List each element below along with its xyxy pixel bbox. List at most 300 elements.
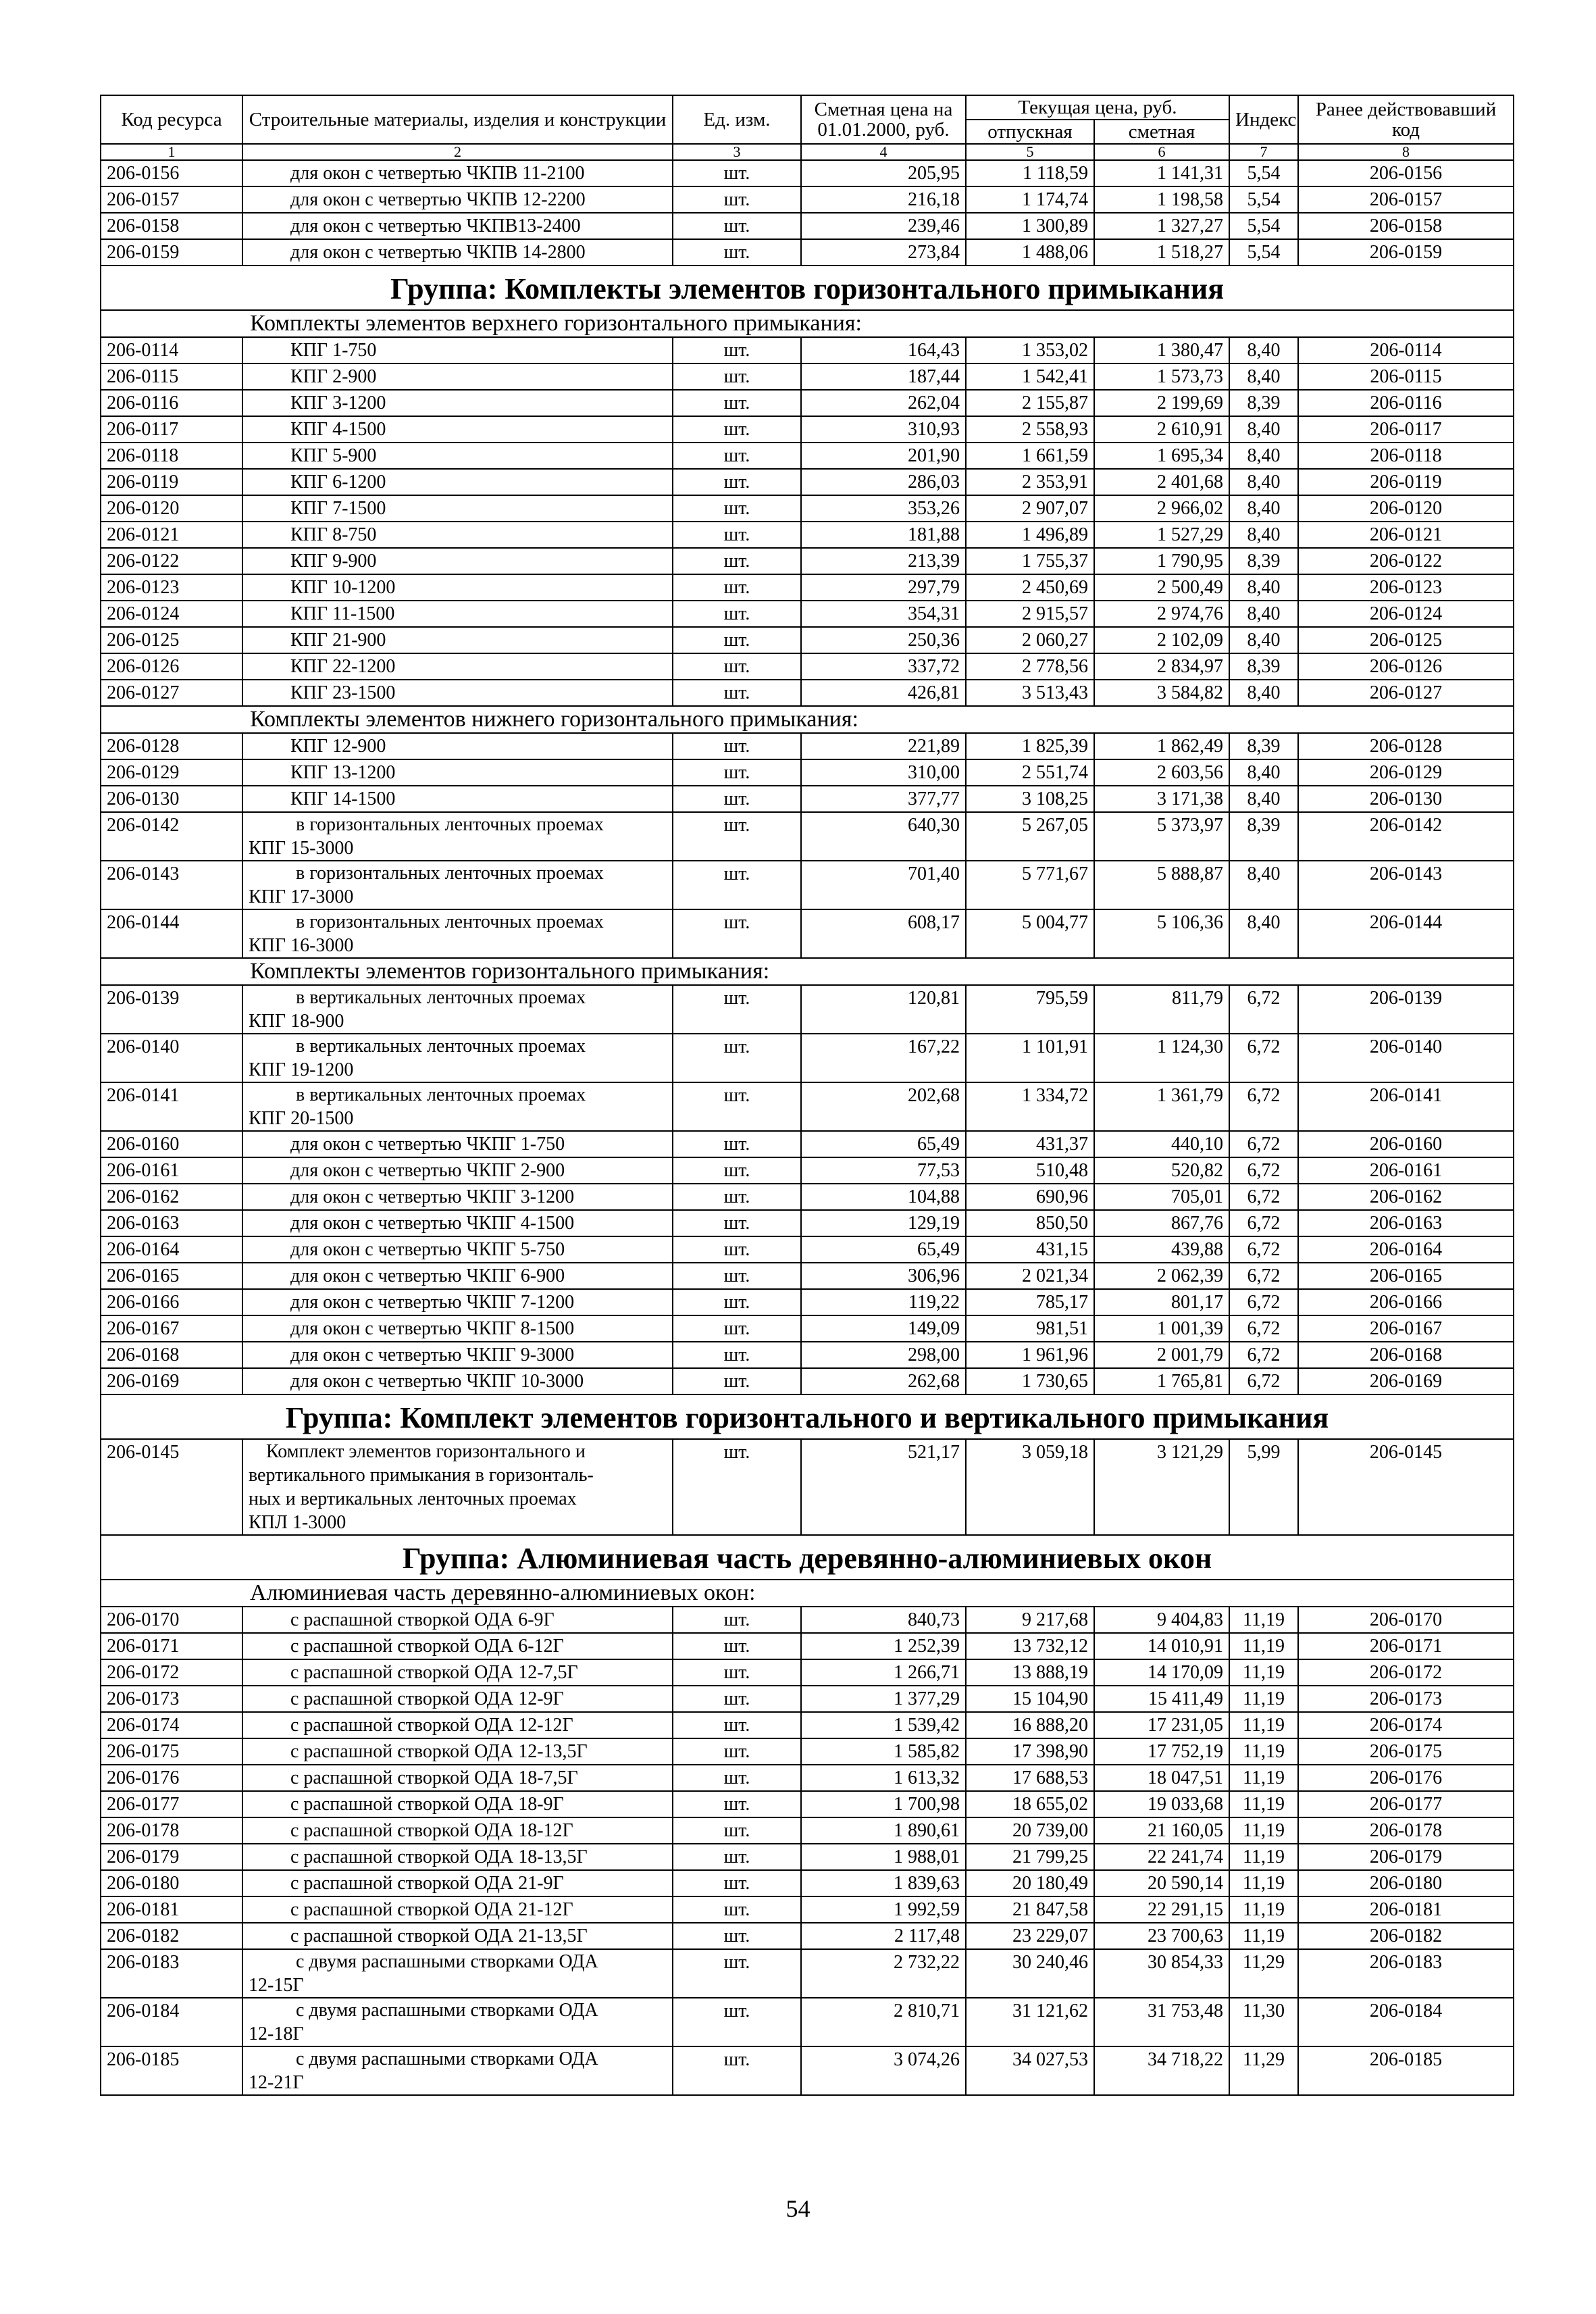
current-estimate-price: 1 573,73 [1094,363,1229,390]
current-estimate-price: 1 361,79 [1094,1082,1229,1131]
old-code: 206-0176 [1298,1765,1514,1791]
old-code: 206-0144 [1298,909,1514,958]
resource-code: 206-0166 [101,1289,242,1315]
release-price: 30 240,46 [966,1949,1094,1998]
table-row [101,1289,1514,1315]
table-row [101,1263,1514,1289]
resource-code: 206-0160 [101,1131,242,1157]
material-name [242,1082,673,1131]
material-name-line: ных и вертикальных ленточных проемах [249,1488,577,1509]
price-index: 6,72 [1229,1368,1298,1394]
unit: шт. [673,1368,801,1394]
release-price: 5 004,77 [966,909,1094,958]
material-name: с распашной створкой ОДА 18-7,5Г [242,1765,673,1791]
price-table [100,95,1514,2096]
table-row [101,1082,1514,1131]
unit: шт. [673,1923,801,1949]
price-index: 8,40 [1229,909,1298,958]
old-code: 206-0158 [1298,213,1514,239]
release-price: 2 907,07 [966,495,1094,522]
table-row [101,1034,1514,1082]
material-name-line: с двумя распашными створками ОДА [296,2048,598,2069]
current-estimate-price: 705,01 [1094,1184,1229,1210]
table-row [101,363,1514,390]
subgroup-heading: Алюминиевая часть деревянно-алюминиевых окон: [101,1580,1514,1607]
table-row [101,786,1514,812]
table-row [101,1949,1514,1998]
release-price: 1 496,89 [966,522,1094,548]
release-price: 1 542,41 [966,363,1094,390]
estimate-price: 187,44 [801,363,966,390]
material-name: КПГ 11-1500 [242,601,673,627]
estimate-price: 250,36 [801,627,966,653]
old-code: 206-0141 [1298,1082,1514,1131]
table-row [101,1738,1514,1765]
estimate-price: 297,79 [801,574,966,601]
table-row [101,1998,1514,2046]
subgroup-heading: Комплекты элементов верхнего горизонтального примыкания: [101,310,1514,337]
material-name-line: в вертикальных ленточных проемах [296,987,586,1008]
subgroup-heading-row [101,310,1514,337]
price-index: 5,54 [1229,239,1298,266]
resource-code: 206-0172 [101,1659,242,1686]
price-index: 8,40 [1229,601,1298,627]
table-row [101,390,1514,416]
resource-code: 206-0114 [101,337,242,363]
resource-code: 206-0126 [101,653,242,680]
current-estimate-price: 14 170,09 [1094,1659,1229,1686]
current-estimate-price: 2 062,39 [1094,1263,1229,1289]
old-code: 206-0114 [1298,337,1514,363]
price-index: 8,39 [1229,733,1298,759]
header-index: Индекс [1229,95,1298,144]
estimate-price: 1 585,82 [801,1738,966,1765]
old-code: 206-0126 [1298,653,1514,680]
unit: шт. [673,548,801,574]
old-code: 206-0174 [1298,1712,1514,1738]
estimate-price: 77,53 [801,1157,966,1184]
release-price: 3 513,43 [966,680,1094,706]
release-price: 1 730,65 [966,1368,1094,1394]
price-index: 11,19 [1229,1896,1298,1923]
current-estimate-price: 520,82 [1094,1157,1229,1184]
old-code: 206-0115 [1298,363,1514,390]
material-name: КПГ 22-1200 [242,653,673,680]
table-row [101,1765,1514,1791]
release-price: 785,17 [966,1289,1094,1315]
current-estimate-price: 1 695,34 [1094,443,1229,469]
resource-code: 206-0127 [101,680,242,706]
resource-code: 206-0175 [101,1738,242,1765]
material-name: для окон с четвертью ЧКПГ 6-900 [242,1263,673,1289]
material-name: КПГ 12-900 [242,733,673,759]
price-index: 11,29 [1229,1949,1298,1998]
table-row [101,337,1514,363]
old-code: 206-0162 [1298,1184,1514,1210]
column-numbers-row [101,144,1514,160]
release-price: 1 488,06 [966,239,1094,266]
resource-code: 206-0118 [101,443,242,469]
old-code: 206-0167 [1298,1315,1514,1342]
release-price: 13 732,12 [966,1633,1094,1659]
old-code: 206-0130 [1298,786,1514,812]
old-code: 206-0142 [1298,812,1514,861]
current-estimate-price: 1 124,30 [1094,1034,1229,1082]
price-index: 11,19 [1229,1817,1298,1844]
table-row [101,759,1514,786]
subgroup-heading-row [101,1580,1514,1607]
estimate-price: 521,17 [801,1439,966,1535]
current-estimate-price: 1 527,29 [1094,522,1229,548]
estimate-price: 426,81 [801,680,966,706]
material-name-line: 12-21Г [249,2072,304,2093]
resource-code: 206-0141 [101,1082,242,1131]
old-code: 206-0119 [1298,469,1514,495]
table-row [101,1157,1514,1184]
current-estimate-price: 1 765,81 [1094,1368,1229,1394]
release-price: 1 353,02 [966,337,1094,363]
resource-code: 206-0156 [101,160,242,186]
resource-code: 206-0165 [101,1263,242,1289]
table-row [101,416,1514,443]
current-estimate-price: 18 047,51 [1094,1765,1229,1791]
price-index: 6,72 [1229,1157,1298,1184]
unit: шт. [673,1896,801,1923]
material-name: с распашной створкой ОДА 21-13,5Г [242,1923,673,1949]
estimate-price: 205,95 [801,160,966,186]
material-name: КПГ 3-1200 [242,390,673,416]
old-code: 206-0184 [1298,1998,1514,2046]
release-price: 2 021,34 [966,1263,1094,1289]
resource-code: 206-0157 [101,186,242,213]
price-index: 11,19 [1229,1791,1298,1817]
current-estimate-price: 811,79 [1094,985,1229,1034]
price-index: 6,72 [1229,1342,1298,1368]
material-name: для окон с четвертью ЧКПГ 10-3000 [242,1368,673,1394]
old-code: 206-0161 [1298,1157,1514,1184]
price-index: 8,39 [1229,390,1298,416]
material-name [242,1034,673,1082]
current-estimate-price: 31 753,48 [1094,1998,1229,2046]
release-price: 13 888,19 [966,1659,1094,1686]
estimate-price: 2 117,48 [801,1923,966,1949]
current-estimate-price: 439,88 [1094,1236,1229,1263]
estimate-price: 2 732,22 [801,1949,966,1998]
estimate-price: 262,68 [801,1368,966,1394]
current-estimate-price: 34 718,22 [1094,2046,1229,2095]
table-row [101,1210,1514,1236]
estimate-price: 701,40 [801,861,966,909]
material-name-line: в горизонтальных ленточных проемах [296,814,604,835]
old-code: 206-0127 [1298,680,1514,706]
material-name: с распашной створкой ОДА 12-12Г [242,1712,673,1738]
estimate-price: 1 377,29 [801,1686,966,1712]
unit: шт. [673,909,801,958]
current-estimate-price: 5 373,97 [1094,812,1229,861]
estimate-price: 202,68 [801,1082,966,1131]
release-price: 2 155,87 [966,390,1094,416]
current-estimate-price: 2 102,09 [1094,627,1229,653]
table-row [101,1844,1514,1870]
table-row [101,1184,1514,1210]
release-price: 510,48 [966,1157,1094,1184]
estimate-price: 65,49 [801,1236,966,1263]
material-name [242,1949,673,1998]
table-row [101,1791,1514,1817]
unit: шт. [673,186,801,213]
current-estimate-price: 2 610,91 [1094,416,1229,443]
price-index: 5,54 [1229,213,1298,239]
price-index: 6,72 [1229,1263,1298,1289]
table-row [101,469,1514,495]
estimate-price: 306,96 [801,1263,966,1289]
material-name-line: КПГ 16-3000 [249,935,354,956]
estimate-price: 239,46 [801,213,966,239]
current-estimate-price: 2 834,97 [1094,653,1229,680]
resource-code: 206-0139 [101,985,242,1034]
unit: шт. [673,1607,801,1633]
old-code: 206-0179 [1298,1844,1514,1870]
old-code: 206-0129 [1298,759,1514,786]
estimate-price: 1 839,63 [801,1870,966,1896]
resource-code: 206-0145 [101,1439,242,1535]
current-estimate-price: 30 854,33 [1094,1949,1229,1998]
price-index: 6,72 [1229,985,1298,1034]
resource-code: 206-0128 [101,733,242,759]
estimate-price: 310,93 [801,416,966,443]
price-index: 11,19 [1229,1844,1298,1870]
old-code: 206-0117 [1298,416,1514,443]
price-index: 5,54 [1229,160,1298,186]
table-row [101,186,1514,213]
old-code: 206-0180 [1298,1870,1514,1896]
table-row [101,1368,1514,1394]
resource-code: 206-0158 [101,213,242,239]
material-name: для окон с четвертью ЧКПВ 11-2100 [242,160,673,186]
column-number: 6 [1094,144,1229,160]
release-price: 1 118,59 [966,160,1094,186]
material-name: для окон с четвертью ЧКПГ 8-1500 [242,1315,673,1342]
material-name: для окон с четвертью ЧКПВ 12-2200 [242,186,673,213]
estimate-price: 1 700,98 [801,1791,966,1817]
estimate-price: 353,26 [801,495,966,522]
current-estimate-price: 1 141,31 [1094,160,1229,186]
material-name [242,1998,673,2046]
table-row [101,1686,1514,1712]
resource-code: 206-0164 [101,1236,242,1263]
current-estimate-price: 9 404,83 [1094,1607,1229,1633]
column-number: 7 [1229,144,1298,160]
unit: шт. [673,469,801,495]
unit: шт. [673,1949,801,1998]
material-name: для окон с четвертью ЧКПГ 1-750 [242,1131,673,1157]
table-row [101,239,1514,266]
resource-code: 206-0144 [101,909,242,958]
unit: шт. [673,1131,801,1157]
unit: шт. [673,1659,801,1686]
resource-code: 206-0130 [101,786,242,812]
table-row [101,680,1514,706]
column-number: 1 [101,144,242,160]
table-row [101,443,1514,469]
price-index: 6,72 [1229,1236,1298,1263]
old-code: 206-0183 [1298,1949,1514,1998]
table-row [101,2046,1514,2095]
current-estimate-price: 1 198,58 [1094,186,1229,213]
unit: шт. [673,1184,801,1210]
estimate-price: 2 810,71 [801,1998,966,2046]
material-name [242,985,673,1034]
table-row [101,1817,1514,1844]
material-name: КПГ 5-900 [242,443,673,469]
material-name: КПГ 14-1500 [242,786,673,812]
current-estimate-price: 2 603,56 [1094,759,1229,786]
unit: шт. [673,1082,801,1131]
material-name: с распашной створкой ОДА 18-12Г [242,1817,673,1844]
price-index: 11,19 [1229,1607,1298,1633]
price-index: 11,30 [1229,1998,1298,2046]
unit: шт. [673,1633,801,1659]
current-estimate-price: 3 121,29 [1094,1439,1229,1535]
estimate-price: 262,04 [801,390,966,416]
release-price: 1 825,39 [966,733,1094,759]
current-estimate-price: 1 862,49 [1094,733,1229,759]
release-price: 17 398,90 [966,1738,1094,1765]
unit: шт. [673,812,801,861]
current-estimate-price: 17 752,19 [1094,1738,1229,1765]
header-unit: Ед. изм. [673,95,801,144]
release-price: 795,59 [966,985,1094,1034]
estimate-price: 149,09 [801,1315,966,1342]
resource-code: 206-0120 [101,495,242,522]
release-price: 21 799,25 [966,1844,1094,1870]
price-index: 8,40 [1229,574,1298,601]
old-code: 206-0173 [1298,1686,1514,1712]
unit: шт. [673,239,801,266]
estimate-price: 216,18 [801,186,966,213]
resource-code: 206-0171 [101,1633,242,1659]
table-row [101,601,1514,627]
release-price: 1 300,89 [966,213,1094,239]
estimate-price: 201,90 [801,443,966,469]
old-code: 206-0160 [1298,1131,1514,1157]
release-price: 5 771,67 [966,861,1094,909]
material-name: для окон с четвертью ЧКПГ 2-900 [242,1157,673,1184]
current-estimate-price: 1 327,27 [1094,213,1229,239]
resource-code: 206-0182 [101,1923,242,1949]
column-number: 2 [242,144,673,160]
estimate-price: 1 613,32 [801,1765,966,1791]
estimate-price: 608,17 [801,909,966,958]
price-index: 11,29 [1229,2046,1298,2095]
resource-code: 206-0115 [101,363,242,390]
price-index: 6,72 [1229,1210,1298,1236]
release-price: 16 888,20 [966,1712,1094,1738]
material-name-line: в горизонтальных ленточных проемах [296,863,604,884]
material-name: КПГ 9-900 [242,548,673,574]
old-code: 206-0125 [1298,627,1514,653]
table-row [101,160,1514,186]
material-name-line: КПГ 18-900 [249,1011,344,1032]
release-price: 31 121,62 [966,1998,1094,2046]
estimate-price: 377,77 [801,786,966,812]
table-row [101,522,1514,548]
price-index: 6,72 [1229,1082,1298,1131]
price-index: 8,40 [1229,495,1298,522]
old-code: 206-0171 [1298,1633,1514,1659]
current-estimate-price: 2 001,79 [1094,1342,1229,1368]
resource-code: 206-0185 [101,2046,242,2095]
current-estimate-price: 440,10 [1094,1131,1229,1157]
material-name: КПГ 23-1500 [242,680,673,706]
old-code: 206-0118 [1298,443,1514,469]
material-name [242,909,673,958]
group-heading: Группа: Комплект элементов горизонтального и вертикального примыкания [101,1394,1514,1439]
release-price: 1 101,91 [966,1034,1094,1082]
unit: шт. [673,627,801,653]
resource-code: 206-0168 [101,1342,242,1368]
current-estimate-price: 1 380,47 [1094,337,1229,363]
estimate-price: 286,03 [801,469,966,495]
material-name: с распашной створкой ОДА 18-13,5Г [242,1844,673,1870]
material-name: с распашной створкой ОДА 6-12Г [242,1633,673,1659]
old-code: 206-0166 [1298,1289,1514,1315]
table-header [101,95,1514,160]
unit: шт. [673,1342,801,1368]
release-price: 3 059,18 [966,1439,1094,1535]
current-estimate-price: 2 966,02 [1094,495,1229,522]
material-name: КПГ 1-750 [242,337,673,363]
price-index: 5,99 [1229,1439,1298,1535]
old-code: 206-0181 [1298,1896,1514,1923]
group-heading-row [101,266,1514,310]
unit: шт. [673,443,801,469]
estimate-price: 840,73 [801,1607,966,1633]
release-price: 15 104,90 [966,1686,1094,1712]
unit: шт. [673,495,801,522]
table-row [101,1236,1514,1263]
material-name: КПГ 8-750 [242,522,673,548]
unit: шт. [673,861,801,909]
release-price: 17 688,53 [966,1765,1094,1791]
page-number: 54 [786,2195,810,2222]
old-code: 206-0123 [1298,574,1514,601]
release-price: 2 353,91 [966,469,1094,495]
release-price: 9 217,68 [966,1607,1094,1633]
material-name: с распашной створкой ОДА 12-13,5Г [242,1738,673,1765]
unit: шт. [673,160,801,186]
material-name [242,812,673,861]
release-price: 1 661,59 [966,443,1094,469]
header-name: Строительные материалы, изделия и конструкции [242,95,673,144]
old-code: 206-0172 [1298,1659,1514,1686]
table-row [101,548,1514,574]
old-code: 206-0157 [1298,186,1514,213]
price-index: 11,19 [1229,1765,1298,1791]
resource-code: 206-0124 [101,601,242,627]
release-price: 3 108,25 [966,786,1094,812]
old-code: 206-0128 [1298,733,1514,759]
unit: шт. [673,1439,801,1535]
unit: шт. [673,1034,801,1082]
price-index: 8,40 [1229,680,1298,706]
column-number: 3 [673,144,801,160]
estimate-price: 164,43 [801,337,966,363]
unit: шт. [673,574,801,601]
subgroup-heading: Комплекты элементов нижнего горизонтального примыкания: [101,706,1514,733]
old-code: 206-0120 [1298,495,1514,522]
unit: шт. [673,1791,801,1817]
